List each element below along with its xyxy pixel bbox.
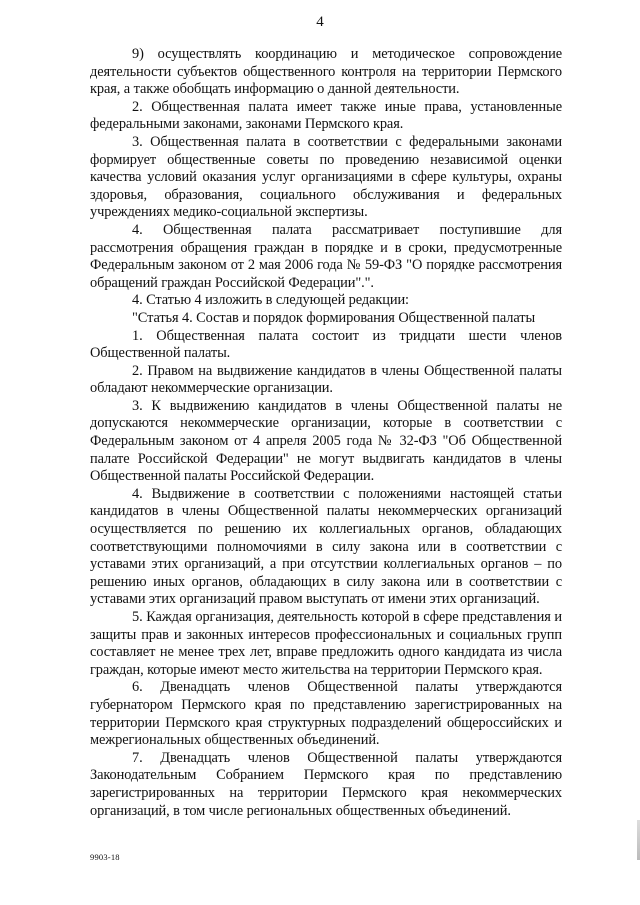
- page-number: 4: [316, 14, 324, 30]
- paragraph-2: 2. Общественная палата имеет также иные права, установленные федеральными законами, законами Пермского края.: [90, 98, 562, 133]
- paragraph-clause-9: 9) осуществлять координацию и методическое сопровождение деятельности субъектов общественного контроля на территории Пермского края, а также обобщать информацию о данной деятельности.: [90, 46, 562, 98]
- article-4-paragraph-4: 4. Выдвижение в соответствии с положениями настоящей статьи кандидатов в члены Общественной палаты некоммерческих организаций осуществляется по решению их коллегиальных органов, обладающих соответствующими полномочиями в силу закона или в соответствии с уставами этих организаций, а при отсутствии коллегиальных органов – по решению иных органов, обладающих в силу закона или в соответствии с уставами этих организаций правом выступать от имени этих организаций.: [90, 485, 562, 608]
- document-code: 9903-18: [90, 852, 120, 862]
- article-4-paragraph-3: 3. К выдвижению кандидатов в члены Общественной палаты не допускаются некоммерческие организации, которые в соответствии с Федеральным законом от 4 апреля 2005 года № 32-ФЗ "Об Общественной палате Российской Федерации" не могут выдвигать кандидатов в члены Общественной палаты Российской Федерации.: [90, 397, 562, 485]
- document-body: [90, 46, 562, 820]
- article-4-paragraph-2: 2. Правом на выдвижение кандидатов в члены Общественной палаты обладают некоммерческие организации.: [90, 362, 562, 397]
- article-4-paragraph-1: 1. Общественная палата состоит из тридцати шести членов Общественной палаты.: [90, 327, 562, 362]
- paragraph-4: 4. Общественная палата рассматривает поступившие для рассмотрения обращения граждан в порядке и в сроки, предусмотренные Федеральным законом от 2 мая 2006 года № 59-ФЗ "О порядке рассмотрения обращений граждан Российской Федерации".".: [90, 221, 562, 291]
- amendment-item-4: 4. Статью 4 изложить в следующей редакции:: [132, 292, 409, 309]
- article-4-paragraph-5: 5. Каждая организация, деятельность которой в сфере представления и защиты прав и законных интересов профессиональных и социальных групп составляет не менее трех лет, вправе предложить одного кандидата из числа граждан, которые имеют место жительства на территории Пермского края.: [90, 609, 562, 678]
- article-4-paragraph-6: 6. Двенадцать членов Общественной палаты утверждаются губернатором Пермского края по представлению зарегистрированных на территории Пермского края структурных подразделений общероссийских и межрегиональных общественных объединений.: [90, 679, 562, 749]
- article-4-paragraph-7: 7. Двенадцать членов Общественной палаты утверждаются Законодательным Собранием Пермского края по представлению зарегистрированных на территории Пермского края некоммерческих организаций, в том числе региональных общественных объединений.: [90, 749, 562, 819]
- paragraph-3: 3. Общественная палата в соответствии с федеральными законами формирует общественные советы по проведению независимой оценки качества условий оказания услуг организациями в сфере культуры, охраны здоровья, образования, социального обслуживания и федеральных учреждениях медико-социальной экспертизы.: [90, 133, 562, 221]
- article-4-title: "Статья 4. Состав и порядок формирования Общественной палаты: [132, 309, 536, 326]
